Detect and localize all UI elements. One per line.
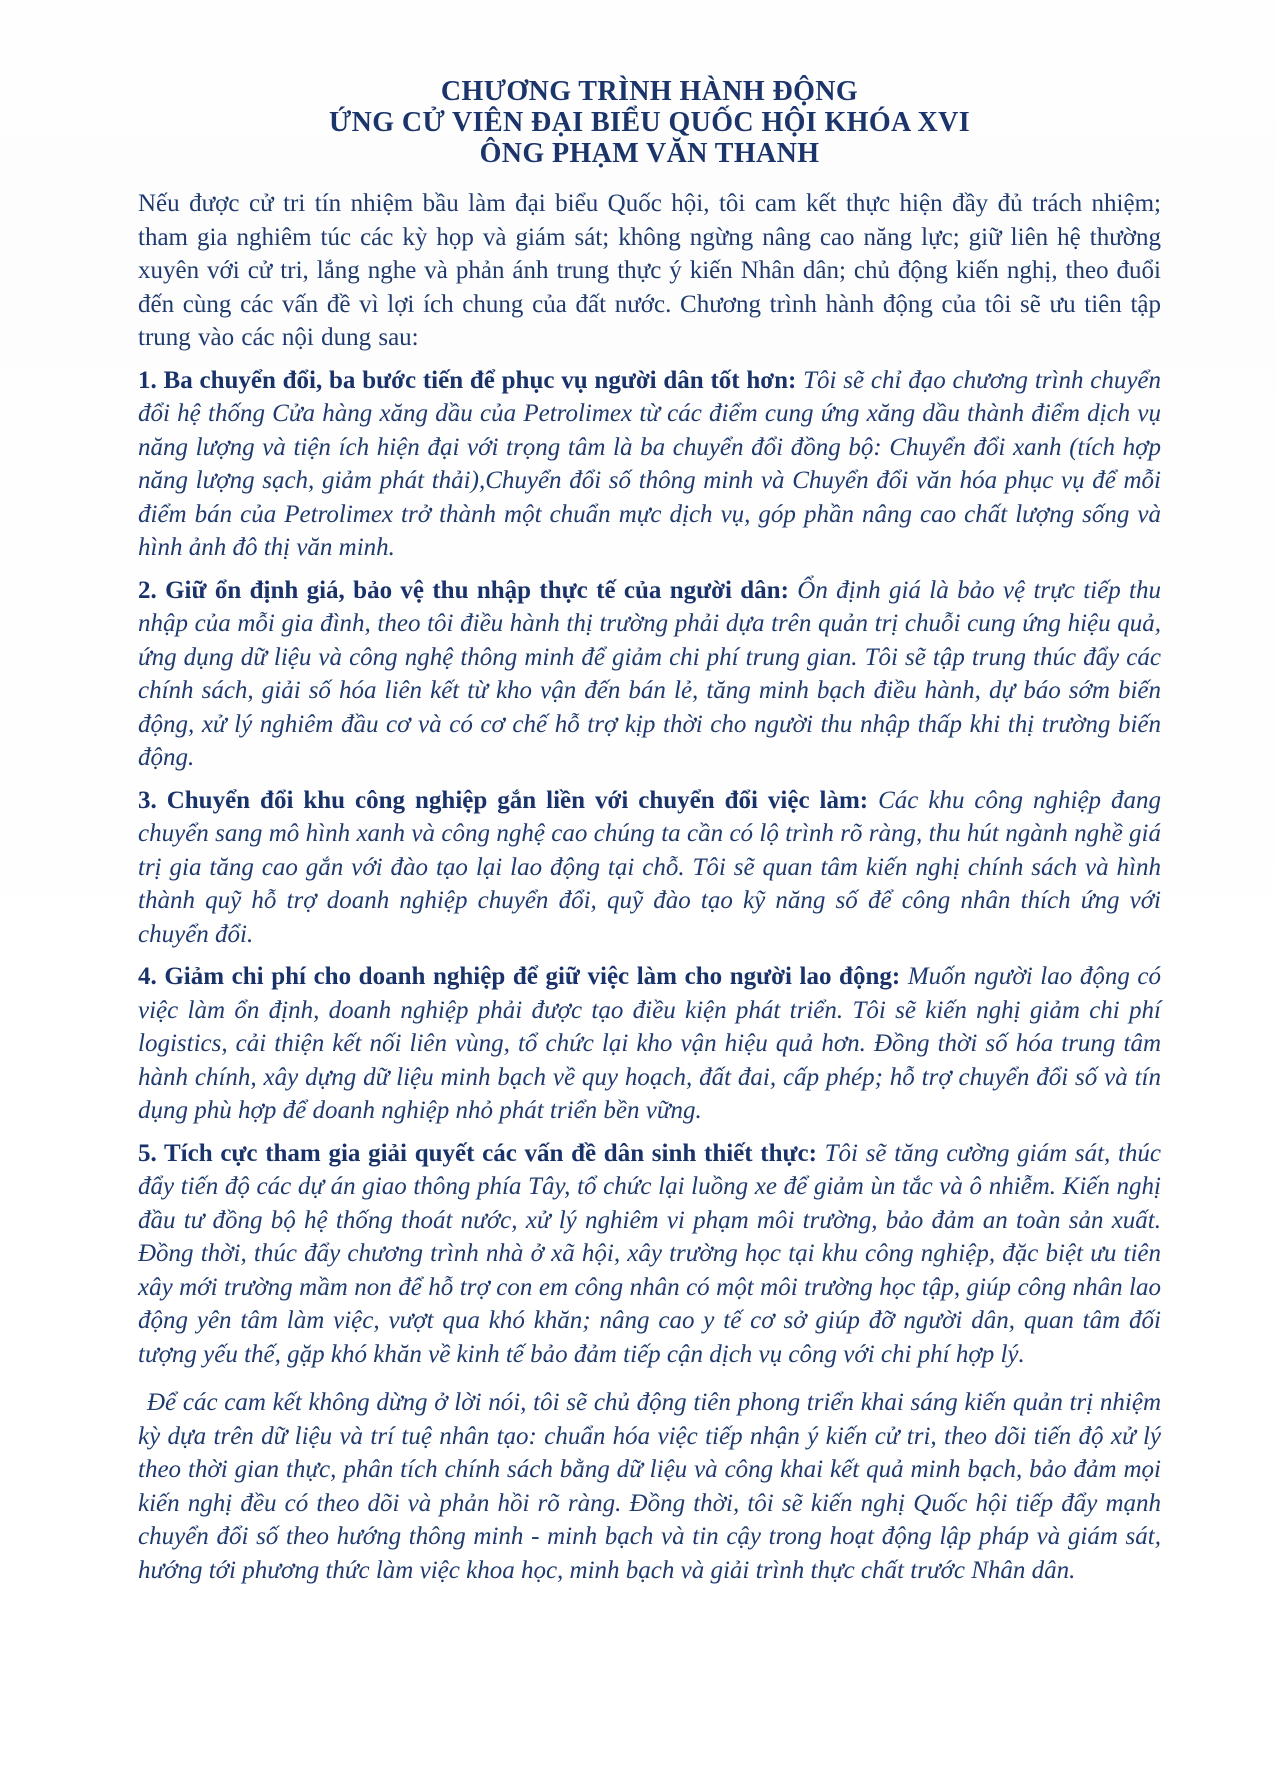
action-item-3-heading: 3. Chuyển đổi khu công nghiệp gắn liền với chuyển đổi việc làm: xyxy=(138,786,869,814)
document-title xyxy=(138,76,1161,169)
action-item-4-body: Muốn người lao động có việc làm ổn định, doanh nghiệp phải được tạo điều kiện phát triển. Tôi sẽ kiến nghị giảm chi phí logistics, cải thiện kết nối liên vùng, tổ chức lại kho vận hiệu quả hơn. Đồng thời số hóa trung tâm hành chính, xây dựng dữ liệu minh bạch về quy hoạch, đất đai, cấp phép; hỗ trợ chuyển đổi số và tín dụng phù hợp để doanh nghiệp nhỏ phát triển bền vững. xyxy=(138,963,1162,1124)
action-item-5-heading: 5. Tích cực tham gia giải quyết các vấn đề dân sinh thiết thực: xyxy=(138,1139,817,1167)
action-item-3 xyxy=(138,784,1161,952)
action-item-2-heading: 2. Giữ ổn định giá, bảo vệ thu nhập thực tế của người dân: xyxy=(138,576,789,604)
action-item-3-body: Các khu công nghiệp đang chuyển sang mô hình xanh và công nghệ cao chúng ta cần có lộ trình rõ ràng, thu hút ngành nghề giá trị gia tăng cao gắn với đào tạo lại lao động tại chỗ. Tôi sẽ quan tâm kiến nghị chính sách và hình thành quỹ hỗ trợ doanh nghiệp chuyển đổi, quỹ đào tạo kỹ năng số để công nhân thích ứng với chuyển đổi. xyxy=(138,786,1162,948)
document-title-line-2: ỨNG CỬ VIÊN ĐẠI BIỂU QUỐC HỘI KHÓA XVI xyxy=(328,107,971,138)
intro-paragraph: Nếu được cử tri tín nhiệm bầu làm đại biểu Quốc hội, tôi cam kết thực hiện đầy đủ trách nhiệm; tham gia nghiêm túc các kỳ họp và giám sát; không ngừng nâng cao năng lực; giữ liên hệ thường xuyên với cử tri, lắng nghe và phản ánh trung thực ý kiến Nhân dân; chủ động kiến nghị, theo đuổi đến cùng các vấn đề vì lợi ích chung của đất nước. Chương trình hành động của tôi sẽ ưu tiên tập trung vào các nội dung sau: xyxy=(138,190,1161,351)
document-title-line-3: ÔNG PHẠM VĂN THANH xyxy=(479,138,820,169)
document-title-line-1: CHƯƠNG TRÌNH HÀNH ĐỘNG xyxy=(440,76,859,107)
action-item-1-heading: 1. Ba chuyển đổi, ba bước tiến để phục vụ người dân tốt hơn: xyxy=(138,366,797,394)
action-item-5-body: Tôi sẽ tăng cường giám sát, thúc đẩy tiến độ các dự án giao thông phía Tây, tổ chức lại luồng xe để giảm ùn tắc và ô nhiễm. Kiến nghị đầu tư đồng bộ hệ thống thoát nước, xử lý nghiêm vi phạm môi trường, bảo đảm an toàn sản xuất. Đồng thời, thúc đẩy chương trình nhà ở xã hội, xây trường học tại khu công nghiệp, đặc biệt ưu tiên xây mới trường mầm non để hỗ trợ con em công nhân có một môi trường học tập, giúp công nhân lao động yên tâm làm việc, vượt qua khó khăn; nâng cao y tế cơ sở giúp đỡ người dân, quan tâm đối tượng yếu thế, gặp khó khăn về kinh tế bảo đảm tiếp cận dịch vụ công với chi phí hợp lý. xyxy=(138,1139,1162,1368)
action-item-4 xyxy=(138,960,1161,1128)
action-item-4-heading: 4. Giảm chi phí cho doanh nghiệp để giữ việc làm cho người lao động: xyxy=(138,963,901,990)
action-item-5 xyxy=(138,1137,1161,1372)
action-item-1 xyxy=(138,364,1161,565)
closing-paragraph: Để các cam kết không dừng ở lời nói, tôi sẽ chủ động tiên phong triển khai sáng kiến quản trị nhiệm kỳ dựa trên dữ liệu và trí tuệ nhân tạo: chuẩn hóa việc tiếp nhận ý kiến cử tri, theo dõi tiến độ xử lý theo thời gian thực, phân tích chính sách bằng dữ liệu và công khai kết quả minh bạch, bảo đảm mọi kiến nghị đều có theo dõi và phản hồi rõ ràng. Đồng thời, tôi sẽ kiến nghị Quốc hội tiếp đẩy mạnh chuyển đổi số theo hướng thông minh - minh bạch và tin cậy trong hoạt động lập pháp và giám sát, hướng tới phương thức làm việc khoa học, minh bạch và giải trình thực chất trước Nhân dân. xyxy=(138,1389,1161,1584)
action-item-2 xyxy=(138,574,1161,775)
action-item-1-body: Tôi sẽ chỉ đạo chương trình chuyển đổi hệ thống Cửa hàng xăng dầu của Petrolimex từ các điểm cung ứng xăng dầu thành điểm dịch vụ năng lượng và tiện ích hiện đại với trọng tâm là ba chuyển đổi đồng bộ: Chuyển đổi xanh (tích hợp năng lượng sạch, giảm phát thải),Chuyển đổi số thông minh và Chuyển đổi văn hóa phục vụ để mỗi điểm bán của Petrolimex trở thành một chuẩn mực dịch vụ, góp phần nâng cao chất lượng sống và hình ảnh đô thị văn minh. xyxy=(138,366,1162,561)
action-item-2-body: Ổn định giá là bảo vệ trực tiếp thu nhập của mỗi gia đình, theo tôi điều hành thị trường phải dựa trên quản trị chuỗi cung ứng hiệu quả, ứng dụng dữ liệu và công nghệ thông minh để giảm chi phí trung gian. Tôi sẽ tập trung thúc đẩy các chính sách, giải số hóa liên kết từ kho vận đến bán lẻ, tăng minh bạch điều hành, dự báo sớm biến động, xử lý nghiêm đầu cơ và có cơ chế hỗ trợ kịp thời cho người thu nhập thấp khi thị trường biến động. xyxy=(138,576,1162,771)
